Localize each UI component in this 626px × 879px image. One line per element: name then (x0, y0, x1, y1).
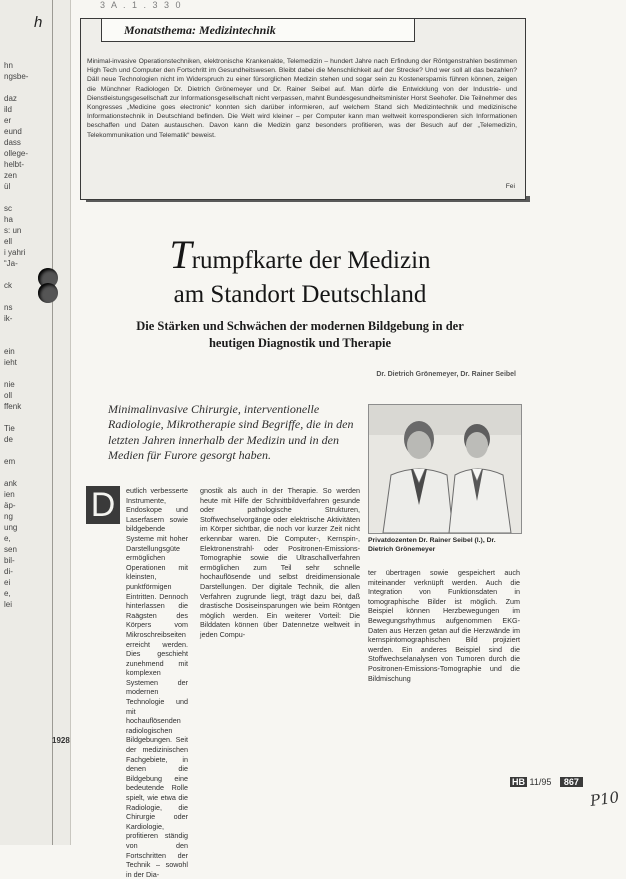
gutter-text-line: äp- (4, 501, 16, 510)
gutter-text-line (4, 412, 50, 423)
gutter-text-line: ha (4, 215, 13, 224)
gutter-text-line: bil- (4, 556, 15, 565)
body-column-2: gnostik als auch in der Therapie. So werden heute mit Hilfe der Schnittbildverfahren gesunde oder pathologische Strukturen, Stoffwechselvorgänge oder elektrische Aktivitäten im Körper sichtbar, die noch vor kurzer Zeit nicht erkennbar waren. Die Computer-, Kernspin-, Elektronenstrahl- oder Positronen-Emissions-Tomographie sowie die Ultraschallverfahren ermöglichen zum Teil sehr schnelle hochauflösende und selbst dreidimensionale Darstellungen. Der digitale Technik, die allen Verfahren zugrunde liegt, trägt dazu bei, daß drastische Dosiseinsparungen wie beim Röntgen möglich werden. Ein weiterer Vorteil: Die Bilddaten können über Datennetze weltweit in jeden Compu- (200, 486, 360, 639)
monatsthema-signature: Fei (505, 183, 515, 190)
page-footer (510, 777, 583, 787)
gutter-text-line (4, 324, 50, 335)
gutter-text-line (4, 335, 50, 346)
gutter-text-line: ien (4, 490, 15, 499)
subtitle-line-1: Die Stärken und Schwächen der modernen Bildgebung in der (136, 319, 464, 333)
gutter-text-line: ffenk (4, 402, 22, 411)
top-strip-text: 3 A . 1 . 3 3 0 (100, 0, 183, 10)
gutter-text-line: ül (4, 182, 11, 191)
drop-cap: D (86, 486, 120, 524)
page-fold-line (52, 0, 53, 845)
journal-mark: HB (512, 777, 525, 787)
authors-photo (368, 404, 522, 534)
gutter-text-line: de (4, 435, 13, 444)
gutter-text-line: di- (4, 567, 13, 576)
gutter-text-line: sen (4, 545, 17, 554)
gutter-text-line: “Ja- (4, 259, 18, 268)
gutter-text-line: em (4, 457, 16, 466)
gutter-text-line: ild (4, 105, 13, 114)
monatsthema-box (80, 18, 526, 200)
gutter-text-line: ieht (4, 358, 17, 367)
gutter-text-line: i yahri (4, 248, 26, 257)
gutter-text-line: ank (4, 479, 17, 488)
gutter-text-line: ns (4, 303, 13, 312)
body-column-1 (86, 486, 188, 879)
gutter-text-line: ck (4, 281, 12, 290)
article-lead: Minimalinvasive Chirurgie, interventionelle Radiologie, Mikrotherapie sind Begriffe, die in den letzten Jahren innerhalb der Medizin und in den Medien für Furore gesorgt haben. (108, 402, 354, 463)
gutter-text-line: ng (4, 512, 13, 521)
portrait-photo-image (369, 405, 521, 533)
article-authors: Dr. Dietrich Grönemeyer, Dr. Rainer Seibel (376, 371, 516, 378)
gutter-text-line (4, 192, 50, 203)
gutter-text-line: lei (4, 600, 13, 609)
gutter-text-line (4, 445, 50, 456)
handwritten-note: P10 (588, 788, 621, 810)
gutter-text-line: daz (4, 94, 17, 103)
previous-page-gutter (0, 0, 71, 845)
gutter-text-line: e, (4, 534, 11, 543)
monatsthema-heading-text: Monatsthema: Medizintechnik (124, 23, 276, 37)
gutter-text-line: oll (4, 391, 13, 400)
gutter-text-line: eund (4, 127, 22, 136)
gutter-text-line: ik- (4, 314, 13, 323)
gutter-text-line (4, 467, 50, 478)
gutter-text-line: sc (4, 204, 12, 213)
body-column-1-text: eutlich verbesserte Instrumente, Endoskope und Laserfasern sowie bildgebende Systeme mit hoher Darstellungsgüte ermöglichen Operationen mit kleinsten, punktförmigen Eintritten. Dennoch hinterlassen die Raägsten des Körpers vom Mikroschreibseiten erreicht werden. Dies geschieht zunehmend mit komplexen Systemen der modernen Technologie und mit hochauflösenden radiologischen Bildgebungen. Seit der medizinischen Fachgebiete, in denen die Bildgebung eine bedeutende Rolle spielt, wie etwa die Radiologie, die Chirurgie oder Kardiologie, profitieren ständig von den Fortschritten der Technik – sowohl in der Dia- (126, 486, 188, 879)
title-line-1: rumpfkarte der Medizin (191, 247, 431, 274)
monatsthema-heading (101, 18, 415, 42)
gutter-text-line: ollege- (4, 149, 29, 158)
gutter-text-line: dass (4, 138, 21, 147)
body-column-3: ter übertragen sowie gespeichert auch miteinander verknüpft werden. Auch die Integration von Funktionsdaten in tomographische Bilder ist möglich. Zum Beispiel können Herzbewegungen im Bewegungsrhythmus aufgenommen EKG-Daten aus Herzen getan auf die Herzwände im kernspintomographischen Bild projiziert werden. Ein anderes Beispiel sind die Stoffwechselanalysen von Tumoren durch die Positronen-Emissions-Tomographie und die Bildmischung (368, 568, 520, 683)
gutter-letter: h (34, 14, 43, 31)
gutter-text-line: e, (4, 589, 11, 598)
gutter-text-line: ngsbe- (4, 72, 29, 81)
title-line-2: am Standort Deutschland (173, 281, 427, 308)
issue-number: 11/95 (529, 777, 552, 787)
gutter-text-line: er (4, 116, 12, 125)
gutter-text-line (4, 82, 50, 93)
gutter-text-line: ei (4, 578, 11, 587)
photo-caption: Privatdozenten Dr. Rainer Seibel (l.), Dr. Dietrich Grönemeyer (368, 537, 496, 553)
title-initial: T (169, 232, 192, 277)
gutter-page-code: 1928 (52, 736, 70, 745)
subtitle-line-2: heutigen Diagnostik und Therapie (208, 336, 392, 350)
gutter-text-line: Tie (4, 424, 15, 433)
gutter-text-line: hn (4, 61, 13, 70)
article-subtitle (80, 318, 520, 352)
page-number: 867 (560, 777, 583, 787)
gutter-text-line: ell (4, 237, 13, 246)
article-title (80, 232, 520, 312)
gutter-text-line: nie (4, 380, 15, 389)
monatsthema-text: Minimal-invasive Operationstechniken, elektronische Krankenakte, Telemedizin – hundert Jahre nach Erfindung der Röntgenstrahlen bestimmen High Tech und Computer den Fortschritt im Gesundheitswesen. Bleibt dabei die Menschlichkeit auf der Strecke? Und wer soll all das bezahlen? DäIl neue Technologien nicht im Widerspruch zu einer fürsorglichen Medizin stehen und sogar sein zu Kostenersparnis führen können, zeigen die Münchner Radiologen Dr. Dietrich Grönemeyer und Dr. Rainer Seibel auf. Man dürfe die Entwicklung von der Industrie- und Dienstleistungsgesellschaft zur Informationsgesellschaft nicht verpassen, mahnt Bundesgesundheitsminister Horst Seehofer. Die Teilnehmer des Kongresses „Medicine goes electronic“ konnten sich darüber informieren, auf welchem Stand sich Medizintechnik und medizinische Informationstechnik in Deutschland befinden. Die Welt wird kleiner – per Computer kann man weltweit korrespondieren sich Informationen beschaffen und Daten austauschen. Davon kann die Medizin ganz besonders profitieren, was der Besuch auf der „Telemedizin, Telekommunikation und Telematik“ beweist. (87, 58, 517, 139)
binder-hole-icon (38, 283, 58, 303)
gutter-text-line: zen (4, 171, 17, 180)
gutter-text-line: ein (4, 347, 15, 356)
gutter-text-line: s: un (4, 226, 22, 235)
gutter-text-line: helbt- (4, 160, 25, 169)
gutter-text-fragments (4, 60, 50, 610)
gutter-text-line (4, 368, 50, 379)
gutter-text-line: ung (4, 523, 18, 532)
